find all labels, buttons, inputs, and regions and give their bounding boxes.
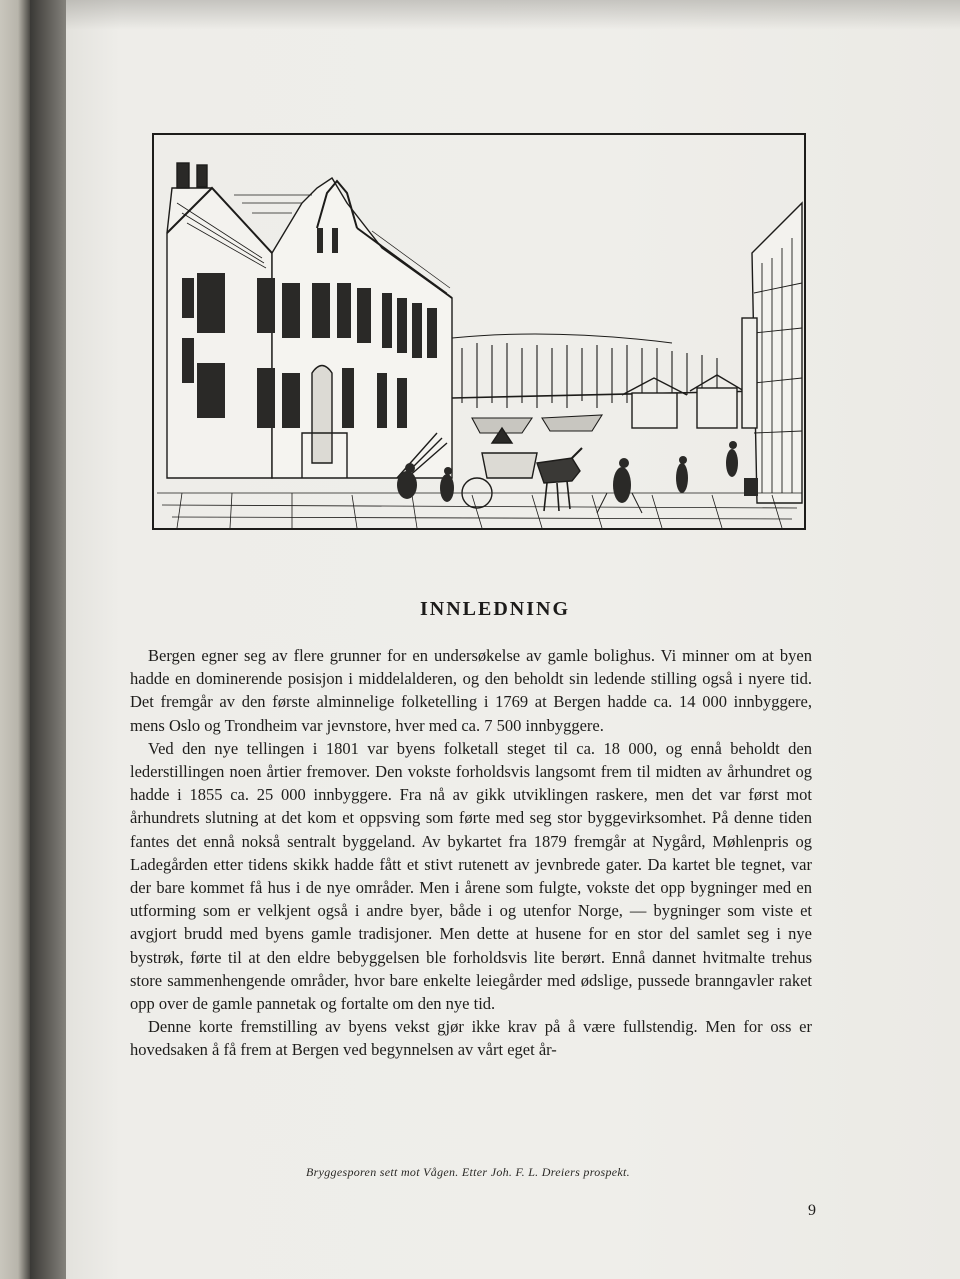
harbour-street-engraving bbox=[152, 133, 806, 530]
chapter-heading: INNLEDNING bbox=[419, 598, 571, 620]
body-text bbox=[130, 644, 812, 1062]
book-spine-shadow bbox=[30, 0, 70, 1279]
paragraph: Bergen egner seg av flere grunner for en undersøkelse av gamle bolighus. Vi minner om at byen hadde en dominerende posisjon i middelalderen, og den beholdt sin ledende stilling også i nyere tid. Det fremgår av den første alminnelige folketelling i 1769 at Bergen hadde ca. 14 000 innbyggere, mens Oslo og Trondheim var jevnstore, hver med ca. 7 500 innbyggere. bbox=[130, 646, 812, 735]
page-top-shadow bbox=[66, 0, 960, 30]
adjacent-page-edge bbox=[0, 0, 30, 1279]
paragraph: Ved den nye tellingen i 1801 var byens folketall steget til ca. 18 000, og ennå beholdt den lederstillingen noen årtier fremover. Den vokste forholdsvis langsomt frem til midten av århundret og hadde i 1855 ca. 25 000 innbyggere. Fra nå av gikk utviklingen raskere, men det var først mot århundrets slutning at det kom et oppsving som førte med seg stor byggevirksomhet. På denne tiden fantes det ennå nokså sentralt byggeland. Av bykartet fra 1879 fremgår at Nygård, Møhlenpris og Ladegården etter tidens skikk hadde fått et stivt rutenett av jevnbrede gater. Da kartet ble tegnet, var der bare kommet få hus i de nye områder. Men i årene som fulgte, vokste det opp bygninger med en utforming som er velkjent også i andre byer, både i og utenfor Norge, — bygninger som viste et avgjort brudd med byens gamle tradisjoner. Men dette at husene for en stor del samlet seg i nye bystrøk, førte til at den eldre bebyggelsen ble forholdsvis lite berørt. Ennå dannet hvitmalte trehus store sammenhengende områder, hvor bare enkelte leiegårder med ødslige, pussede branngavler raket opp over de gamle pannetak og fortalte om den nye tid. bbox=[130, 738, 812, 1014]
illustration-caption: Bryggesporen sett mot Vågen. Etter Joh. F. L. Dreiers prospekt. bbox=[306, 1165, 630, 1179]
page-number: 9 bbox=[808, 1202, 816, 1219]
paragraph: Denne korte fremstilling av byens vekst gjør ikke krav på å være fullstendig. Men for oss er hovedsaken å få frem at Bergen ved begynnelsen av vårt eget år- bbox=[130, 1017, 812, 1060]
